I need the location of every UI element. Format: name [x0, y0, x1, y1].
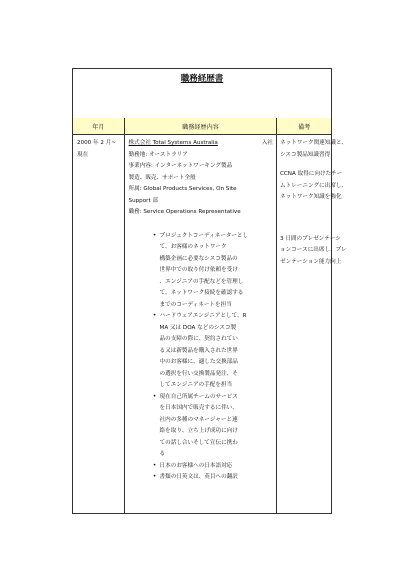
list-item — [149, 231, 273, 312]
bullet-icon: • — [152, 474, 157, 480]
header-remarks: 備考 — [298, 123, 311, 131]
remark-group: 3 日間のプレゼンテーシ ョンコースに出席し、プレ ゼンテーション能力向上 — [280, 235, 347, 265]
content-role: 職務: Service Operations Representative — [128, 209, 241, 215]
bullet-text: 書類の日英文は、英目への翻訳 — [159, 474, 238, 480]
bullet-icon: • — [152, 313, 157, 319]
content-business-2: 製造、販売、サポート全般 — [128, 174, 196, 181]
content-business-1: 事業内容: インターネットワーキング製品 — [128, 163, 233, 169]
document-title-row — [73, 69, 331, 119]
bullet-text: プロジェクトコーディネーターとし て、お客様のネットワーク 構築企画に必要なシスコ製品の 世界中での取り付け依頼を受け 、エンジニアの手配などを管理し て、ネットワーク接続を確認する までのコーディネートを担当 — [159, 232, 249, 308]
list-item — [149, 461, 273, 473]
header-date: 年月 — [73, 118, 125, 134]
remark-group: ネットワーク関連知識と、 シスコ製品知識習得 — [280, 140, 348, 158]
content-department-2: Support 部 — [128, 197, 159, 204]
date-line-start: 2000 年 2 月~ — [77, 140, 117, 146]
resume-table — [72, 68, 348, 514]
bullet-text: 日本のお客様への日本語対応 — [159, 462, 233, 469]
content-cell — [125, 134, 277, 513]
responsibility-list — [129, 231, 273, 484]
content-location: 勤務地: オーストラリア — [128, 151, 188, 158]
date-line-current: 現在 — [77, 151, 89, 158]
list-item — [149, 311, 273, 392]
company-name: 株式会社 Total Systems Australia — [128, 140, 218, 146]
table-body-row — [73, 134, 348, 513]
company-joined: 入社 — [261, 140, 273, 146]
table-header-row — [73, 118, 331, 135]
bullet-icon: • — [152, 393, 157, 400]
company-line — [129, 138, 273, 150]
bullet-text: ハードウェアエンジニアとして、R MA 又は DOA などのシスコ製 品の支障の際に、契約されてい る又は新製品を購入された世界 中のお客様に、適した交換部品 の選択を行い交換製品発注、そ してエンジニアの手配を担当 — [159, 313, 247, 388]
list-item — [149, 392, 273, 461]
header-content: 職務経歴内容 — [125, 118, 278, 134]
bullet-icon: • — [152, 232, 157, 239]
document-title: 職務経歴書 — [180, 74, 224, 84]
date-cell — [73, 134, 125, 513]
bullet-text: 現在自己所属チームのサービス を日本国内で販売するに伴い、 社内の多種のマネージャーと連 絡を取り、立ち上げ成功に向け ての話し合いそして宣伝に携わ る — [159, 393, 238, 457]
bullet-icon: • — [152, 462, 157, 469]
list-item — [149, 472, 273, 484]
remarks-cell — [277, 134, 348, 513]
content-department-1: 所属: Global Products Services, On Site — [128, 186, 237, 192]
remark-group: CCNA 取得に向けたチー ムトレーニングに出席し、 ネットワーク知識を強化 — [280, 171, 348, 200]
